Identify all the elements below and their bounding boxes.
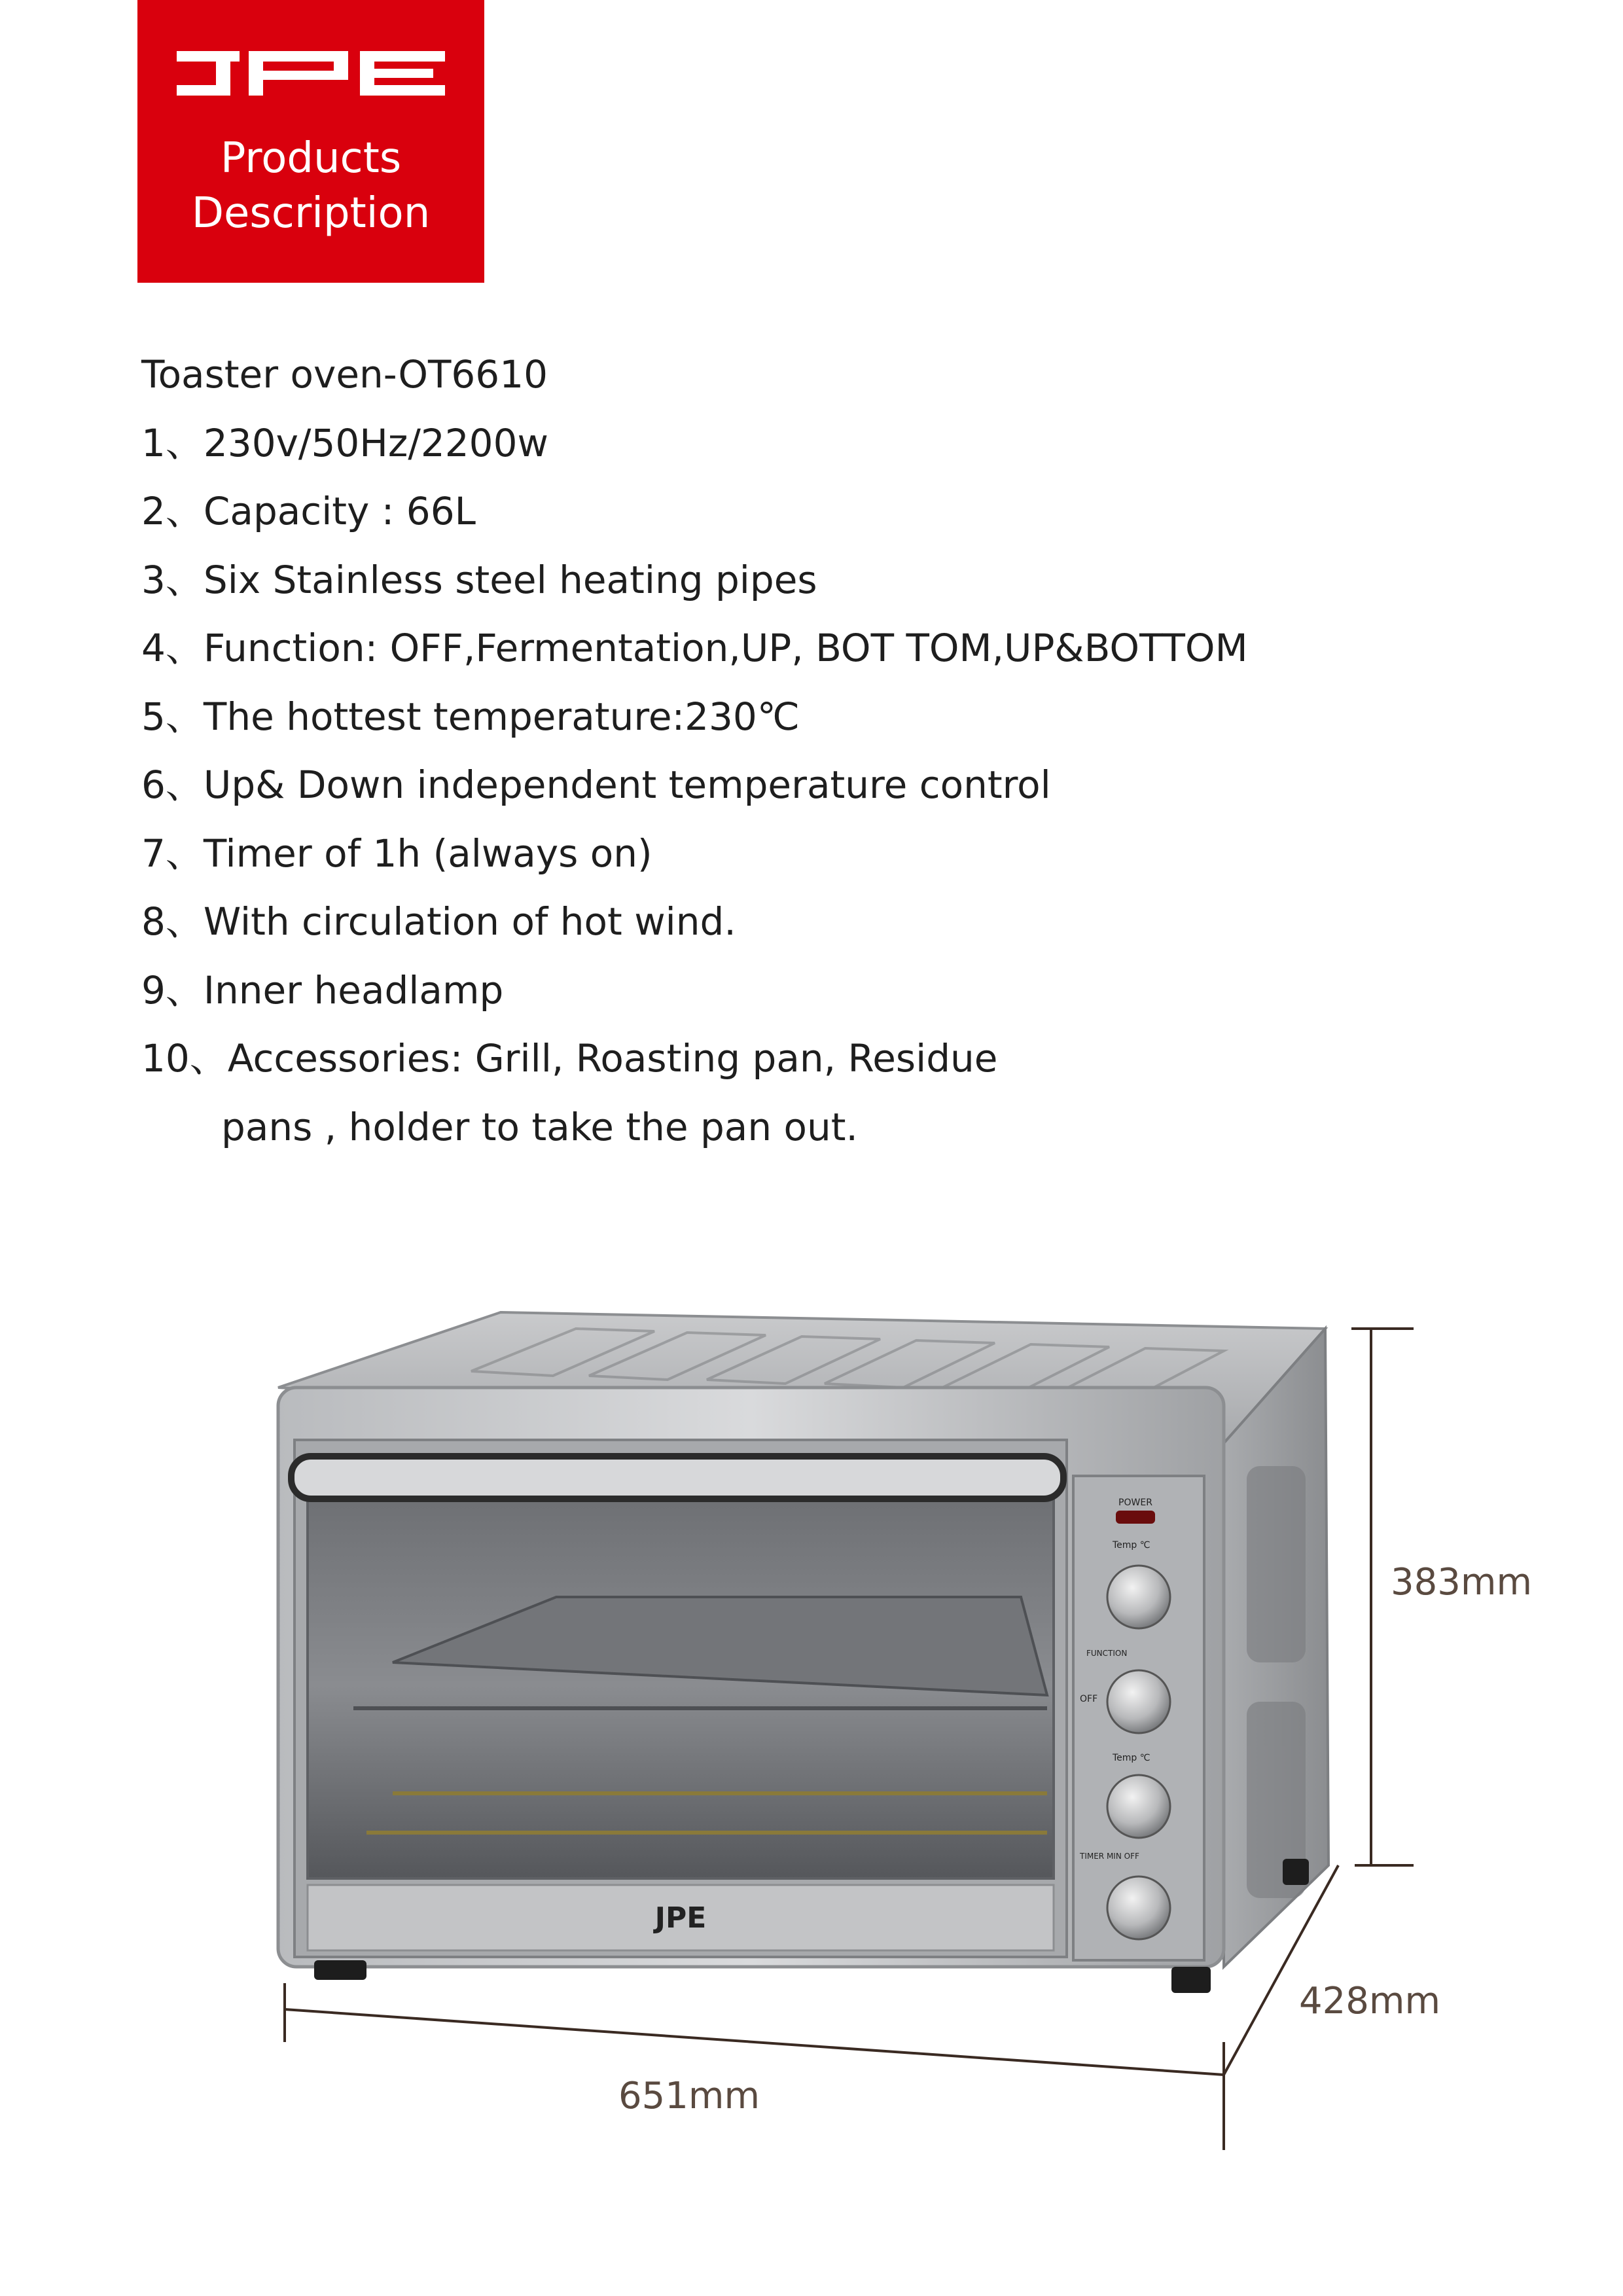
power-indicator xyxy=(1116,1511,1155,1524)
spec-item xyxy=(141,956,1516,1025)
dimension-width: 651mm xyxy=(618,2075,760,2117)
spec-item-number: 8、 xyxy=(141,899,204,944)
brand-header xyxy=(137,0,484,283)
brand-subtitle xyxy=(137,131,484,241)
bottom-temp-knob[interactable] xyxy=(1107,1775,1170,1838)
power-label: POWER xyxy=(1118,1498,1152,1508)
top-temp-knob[interactable] xyxy=(1107,1566,1170,1628)
spec-item-text: With circulation of hot wind. xyxy=(203,899,736,944)
oven-foot xyxy=(1171,1967,1211,1993)
spec-item xyxy=(141,1024,1516,1093)
brand-subtitle-line1: Products xyxy=(220,134,402,183)
oven-front-logo: JPE xyxy=(654,1901,707,1935)
timer-label: TIMER MIN OFF xyxy=(1080,1852,1139,1861)
function-label: FUNCTION xyxy=(1086,1649,1128,1658)
spec-item-text: Six Stainless steel heating pipes xyxy=(203,557,817,602)
spec-item xyxy=(141,409,1516,478)
timer-knob[interactable] xyxy=(1107,1876,1170,1939)
spec-item-number: 3、 xyxy=(141,557,204,602)
spec-item-number: 4、 xyxy=(141,626,204,670)
spec-item xyxy=(141,888,1516,956)
spec-item xyxy=(141,614,1516,683)
spec-item-text: Capacity : 66L xyxy=(203,489,476,533)
oven-illustration xyxy=(0,1276,1623,2193)
function-knob[interactable] xyxy=(1107,1670,1170,1733)
oven-foot xyxy=(1283,1859,1309,1885)
spec-item-text: Accessories: Grill, Roasting pan, Residue xyxy=(227,1036,998,1081)
spec-item-continuation: pans , holder to take the pan out. xyxy=(221,1104,858,1149)
dimension-height: 383mm xyxy=(1391,1561,1532,1604)
top-temp-label: Temp ℃ xyxy=(1113,1540,1150,1551)
spec-item-text: Inner headlamp xyxy=(203,967,504,1013)
spec-item-number: 10、 xyxy=(141,1036,228,1081)
brand-subtitle-line2: Description xyxy=(191,189,431,238)
spec-item-text: Function: OFF,Fermentation,UP, BOT TOM,UP&BOTTOM xyxy=(203,626,1248,670)
jpe-logo xyxy=(177,51,445,98)
spec-item xyxy=(141,819,1516,888)
spec-item-text: 230v/50Hz/2200w xyxy=(203,420,548,465)
spec-item xyxy=(141,751,1516,819)
spec-item-number: 7、 xyxy=(141,831,204,876)
dimension-depth: 428mm xyxy=(1299,1980,1440,2022)
product-title: Toaster oven-OT6610 xyxy=(141,352,548,397)
spec-item xyxy=(141,477,1516,546)
spec-item-text: Up& Down independent temperature control xyxy=(203,762,1051,807)
door-handle xyxy=(291,1456,1063,1499)
spec-item xyxy=(141,546,1516,615)
bottom-temp-label: Temp ℃ xyxy=(1113,1753,1150,1763)
off-label: OFF xyxy=(1080,1694,1098,1704)
spec-item xyxy=(141,683,1516,751)
spec-item-text: The hottest temperature:230℃ xyxy=(203,694,800,739)
spec-list xyxy=(141,340,1516,1161)
spec-item-number: 5、 xyxy=(141,694,204,739)
spec-item-number: 9、 xyxy=(141,967,204,1013)
oven-foot xyxy=(314,1960,366,1980)
spec-item-text: Timer of 1h (always on) xyxy=(203,831,652,876)
spec-item-number: 6、 xyxy=(141,762,204,807)
spec-item-number: 1、 xyxy=(141,420,204,465)
spec-item-number: 2、 xyxy=(141,489,204,533)
